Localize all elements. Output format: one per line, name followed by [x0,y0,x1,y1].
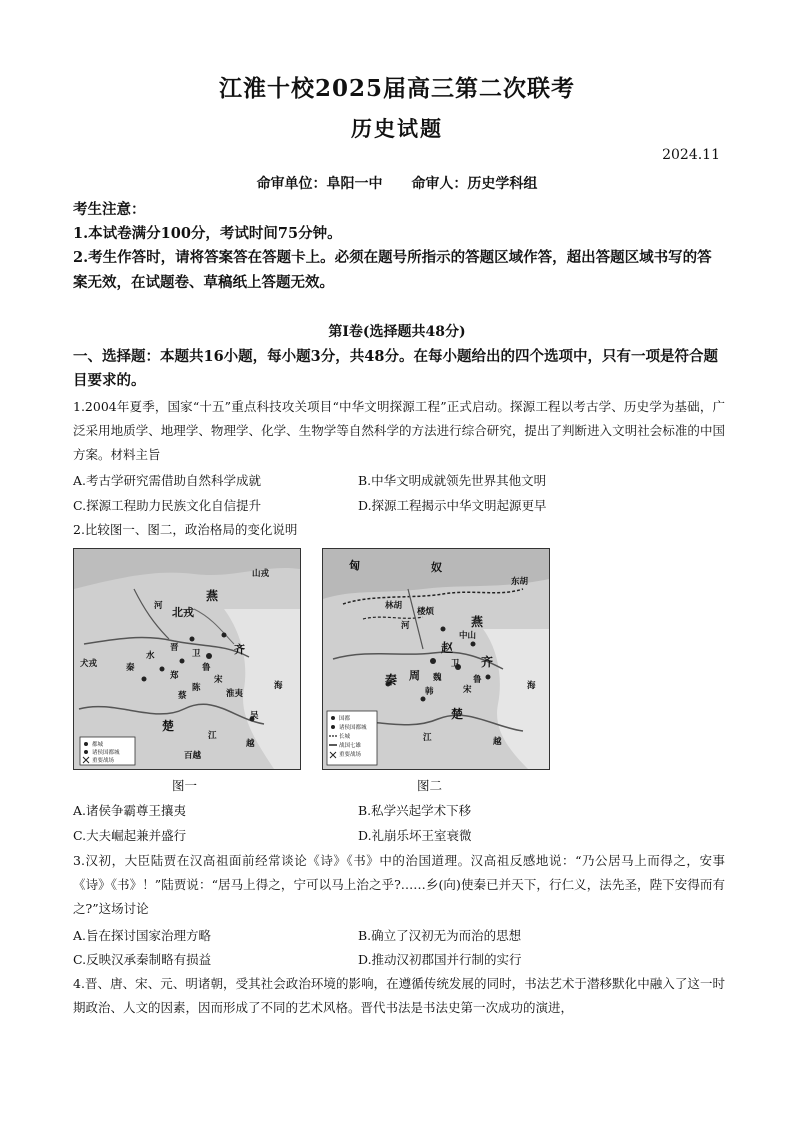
exam-unit: 命审单位：阜阳一中 [256,176,383,192]
fig1-label-jin: 晋 [170,643,179,653]
fig2-legend-capital: 国都 [339,716,351,722]
question-1-option-c: C.探源工程助力民族文化自信提升 [73,498,262,513]
fig2-label-lu: 鲁 [473,675,482,685]
fig2-label-nu: 奴 [431,561,442,574]
fig2-label-hai: 海 [527,681,536,691]
fig1-label-chu: 楚 [162,719,175,733]
fig1-label-qin: 秦 [126,663,135,673]
fig2-label-wei-state: 魏 [433,673,442,683]
fig2-label-zhao: 赵 [441,641,454,655]
notice-title: 考生注意： [73,201,146,218]
question-2-option-b: B.私学兴起学术下移 [358,803,472,818]
fig1-label-wei: 卫 [192,649,201,659]
fig1-label-qi: 齐 [234,643,245,656]
figure-1-map-graphic [74,549,300,769]
question-2-option-a: A.诸侯争霸尊王攘夷 [73,803,187,818]
figure-1-map [73,548,301,770]
fig1-label-he: 河 [154,601,163,611]
fig2-legend-great-wall: 长城 [339,734,351,740]
fig2-label-zhou: 周 [409,669,420,682]
notice-item-2: 2.考生作答时，请将答案答在答题卡上。必须在题号所指示的答题区域作答，超出答题区域书写的答案无效，在试题卷、草稿纸上答题无效。 [73,249,712,291]
figure-1-caption: 图一 [172,778,198,793]
notice-item-1: 1.本试卷满分100分，考试时间75分钟。 [73,225,342,242]
fig1-label-yue: 越 [246,739,255,749]
fig1-legend-battlefield: 重要战场 [92,758,115,764]
question-2-option-c: C.大夫崛起兼并盛行 [73,828,187,843]
fig1-label-cai: 蔡 [178,691,187,701]
fig1-label-quanrong: 犬戎 [80,659,98,669]
fig1-label-zheng: 郑 [170,671,179,681]
question-3-option-a: A.旨在探讨国家治理方略 [73,928,212,943]
fig1-label-song: 宋 [214,675,223,685]
question-2-option-d: D.礼崩乐坏王室衰微 [358,828,472,843]
fig2-label-wei: 卫 [451,659,460,669]
question-4-stem: 4.晋、唐、宋、元、明诸朝，受其社会政治环境的影响，在遵循传统发展的同时，书法艺术于潜移默化中融入了这一时期政治、人文的因素，因而形成了不同的艺术风格。晋代书法是书法史第一次成功的演进， [73,976,725,1015]
question-3-stem: 3.汉初，大臣陆贾在汉高祖面前经常谈论《诗》《书》中的治国道理。汉高祖反感地说：“乃公居马上而得之，安事《诗》《书》！”陆贾说：“居马上得之，宁可以马上治之乎?……乡(向)使秦已并天下，行仁义，法先圣，陛下安得而有之?”这场讨论 [73,853,725,916]
exam-author: 命审人：历史学科组 [411,176,538,192]
question-3-option-c: C.反映汉承秦制略有损益 [73,952,212,967]
fig1-label-hai: 海 [274,681,283,691]
fig2-legend-battlefield: 重要战场 [339,752,362,758]
fig1-legend-capital: 都城 [92,742,104,748]
fig2-label-qin: 秦 [385,673,398,687]
fig2-label-he: 河 [401,621,410,631]
fig1-label-huaiyi: 淮夷 [226,689,244,699]
fig1-label-lu: 鲁 [202,663,211,673]
fig1-label-shui: 水 [146,651,155,661]
fig2-label-qi: 齐 [481,655,494,669]
question-3-option-b: B.确立了汉初无为而治的思想 [358,928,522,943]
fig2-label-song: 宋 [463,685,472,695]
exam-title: 江淮十校2025届高三第二次联考 [218,75,575,102]
question-1-option-b: B.中华文明成就领先世界其他文明 [358,473,547,488]
fig2-label-yan: 燕 [471,615,484,629]
figure-2-caption: 图二 [417,778,443,793]
fig2-legend-vassal-capital: 诸侯国都城 [339,725,367,731]
fig2-label-han: 韩 [425,687,434,697]
fig2-label-yue: 越 [493,737,502,747]
fig2-label-zhongshan: 中山 [459,631,477,641]
section-instruction: 一、选择题：本题共16小题，每小题3分，共48分。在每小题给出的四个选项中，只有一项是符合题目要求的。 [73,348,718,389]
fig2-label-jiang: 江 [423,733,432,743]
question-1-option-a: A.考古学研究需借助自然科学成就 [73,473,262,488]
fig2-label-linhu: 林胡 [385,601,403,611]
section-title: 第Ⅰ卷(选择题共48分) [328,324,466,340]
fig1-label-shanrong: 山戎 [252,569,270,579]
exam-subject: 历史试题 [351,116,443,141]
question-1-stem: 1.2004年夏季，国家“十五”重点科技攻关项目“中华文明探源工程”正式启动。探源工程以考古学、历史学为基础，广泛采用地质学、地理学、物理学、化学、生物学等自然科学的方法进行综合研究，提出了判断进入文明社会标准的中国方案。材料主旨 [73,399,725,462]
fig1-label-beirong: 北戎 [172,606,194,619]
figure-2-map [322,548,550,770]
fig2-legend-seven-states: 战国七雄 [339,743,362,749]
fig2-label-chu: 楚 [451,707,464,721]
fig2-label-loufan: 楼烦 [417,607,435,617]
fig1-label-jiang: 江 [208,731,217,741]
fig1-label-baiyue: 百越 [184,751,202,761]
fig1-label-chen: 陈 [192,683,201,693]
fig2-label-xiong: 匈 [349,559,360,572]
exam-date: 2024.11 [662,147,720,163]
fig1-legend-vassal-capital: 诸侯国都城 [92,750,120,756]
fig1-label-wu: 吴 [250,711,259,721]
question-1-option-d: D.探源工程揭示中华文明起源更早 [358,498,547,513]
question-2-stem: 2.比较图一、图二，政治格局的变化说明 [73,522,298,537]
fig1-label-yan: 燕 [206,589,219,603]
question-3-option-d: D.推动汉初郡国并行制的实行 [358,952,522,967]
exam-authors [0,173,794,193]
fig2-label-donghu: 东胡 [511,577,529,587]
